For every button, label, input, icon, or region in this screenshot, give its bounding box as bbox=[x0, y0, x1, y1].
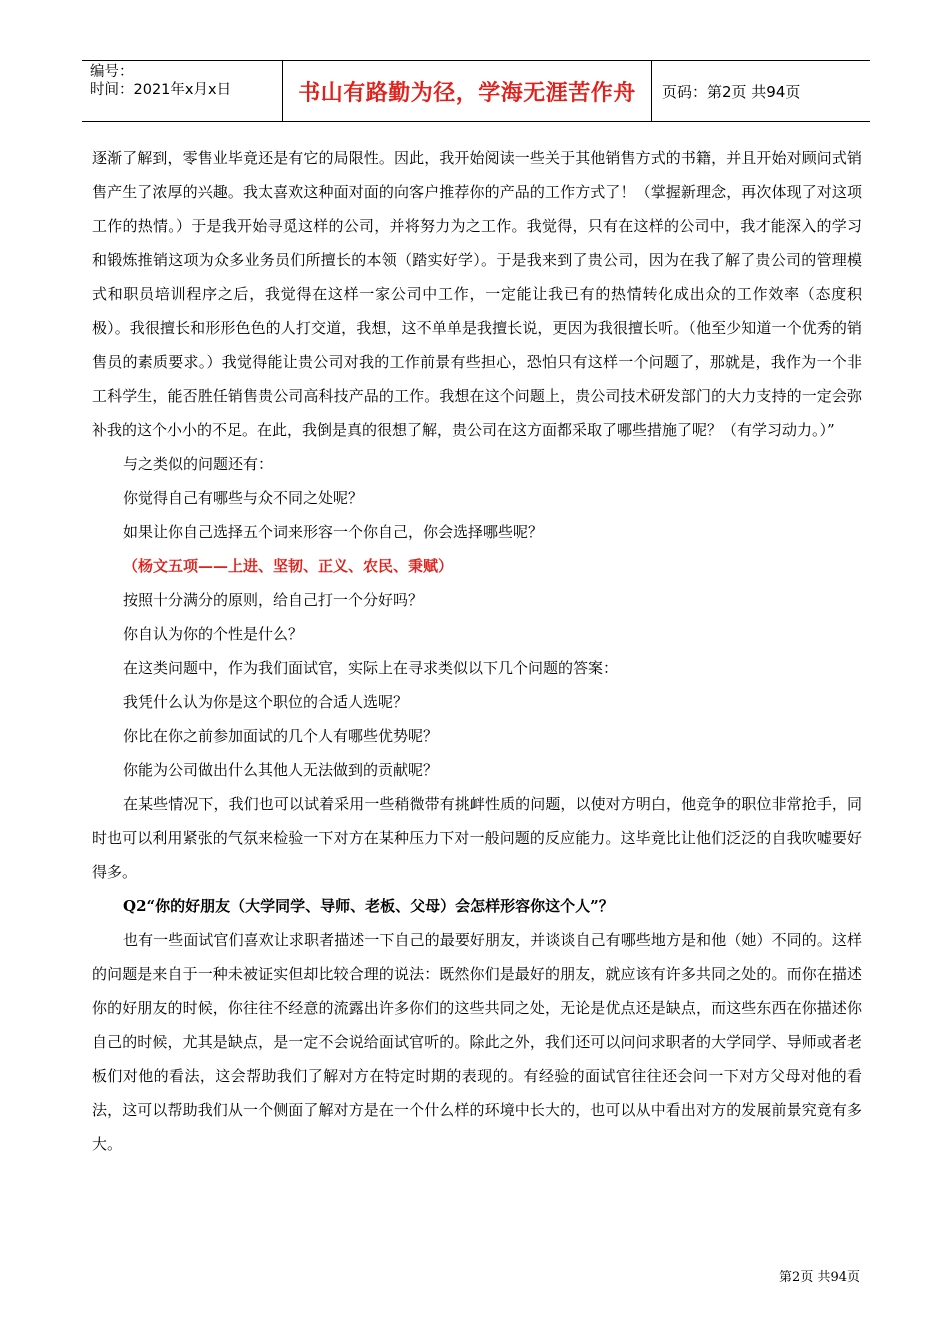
page-footer: 第2页 共94页 bbox=[779, 1270, 860, 1285]
question-line: 与之类似的问题还有： bbox=[123, 455, 274, 473]
question-line: 你能为公司做出什么其他人无法做到的贡献呢？ bbox=[123, 761, 439, 779]
question-line: 你觉得自己有哪些与众不同之处呢？ bbox=[123, 489, 364, 507]
question-line: 你自认为你的个性是什么？ bbox=[123, 625, 304, 643]
header-meta bbox=[82, 61, 282, 121]
paragraph: 也有一些面试官们喜欢让求职者描述一下自己的最要好朋友，并谈谈自己有哪些地方是和他（她）不同的。这样的问题是来自于一种未被证实但却比较合理的说法：既然你们是最好的朋友，就应该有许多共同之处的。而你在描述你的好朋友的时候，你往往不经意的流露出许多你们的这些共同之处，无论是优点还是缺点，而这些东西在你描述你自己的时候，尤其是缺点，是一定不会说给面试官听的。除此之外，我们还可以问问求职者的大学同学、导师或者老板们对他的看法，这会帮助我们了解对方在特定时期的表现的。有经验的面试官往往还会问一下对方父母对他的看法，这可以帮助我们从一个侧面了解对方是在一个什么样的环境中长大的，也可以从中看出对方的发展前景究竟有多大。 bbox=[92, 931, 862, 1153]
paragraph: 在某些情况下，我们也可以试着采用一些稍微带有挑衅性质的问题，以使对方明白，他竞争的职位非常抢手，同时也可以利用紧张的气氛来检验一下对方在某种压力下对一般问题的反应能力。这毕竟比让他们泛泛的自我吹嘘要好得多。 bbox=[92, 795, 862, 881]
paragraph: 逐渐了解到，零售业毕竟还是有它的局限性。因此，我开始阅读一些关于其他销售方式的书籍，并且开始对顾问式销售产生了浓厚的兴趣。我太喜欢这种面对面的向客户推荐你的产品的工作方式了！（掌握新理念，再次体现了对这项工作的热情。）于是我开始寻觅这样的公司，并将努力为之工作。我觉得，只有在这样的公司中，我才能深入的学习和锻炼推销这项为众多业务员们所擅长的本领（踏实好学）。于是我来到了贵公司，因为在我了解了贵公司的管理模式和职员培训程序之后，我觉得在这样一家公司中工作，一定能让我已有的热情转化成出众的工作效率（态度积极）。我很擅长和形形色色的人打交道，我想，这不单单是我擅长说，更因为我很擅长听。（他至少知道一个优秀的销售员的素质要求。）我觉得能让贵公司对我的工作前景有些担心，恐怕只有这样一个问题了，那就是，我作为一个非工科学生，能否胜任销售贵公司高科技产品的工作。我想在这个问题上，贵公司技术研发部门的大力支持的一定会弥补我的这个小小的不足。在此，我倒是真的很想了解，贵公司在这方面都采取了哪些措施了呢？（有学习动力。）” bbox=[92, 149, 862, 439]
date-label: 时间：2021年x月x日 bbox=[90, 82, 232, 98]
question-line: 在这类问题中，作为我们面试官，实际上在寻求类似以下几个问题的答案： bbox=[123, 659, 619, 677]
question-line: 如果让你自己选择五个词来形容一个你自己，你会选择哪些呢？ bbox=[123, 523, 544, 541]
highlighted-note: （杨文五项——上进、坚韧、正义、农民、秉赋） bbox=[123, 557, 454, 575]
question-line: 你比在你之前参加面试的几个人有哪些优势呢？ bbox=[123, 727, 439, 745]
document-body bbox=[92, 141, 862, 1161]
serial-number-label: 编号： bbox=[90, 64, 134, 80]
question-line: 我凭什么认为你是这个职位的合适人选呢？ bbox=[123, 693, 409, 711]
page-header bbox=[82, 60, 870, 122]
section-heading: Q2“你的好朋友（大学同学、导师、老板、父母）会怎样形容你这个人”？ bbox=[123, 897, 614, 915]
header-page-number: 页码：第2页 共94页 bbox=[662, 82, 801, 101]
header-motto: 书山有路勤为径，学海无涯苦作舟 bbox=[282, 61, 652, 121]
question-line: 按照十分满分的原则，给自己打一个分好吗？ bbox=[123, 591, 424, 609]
